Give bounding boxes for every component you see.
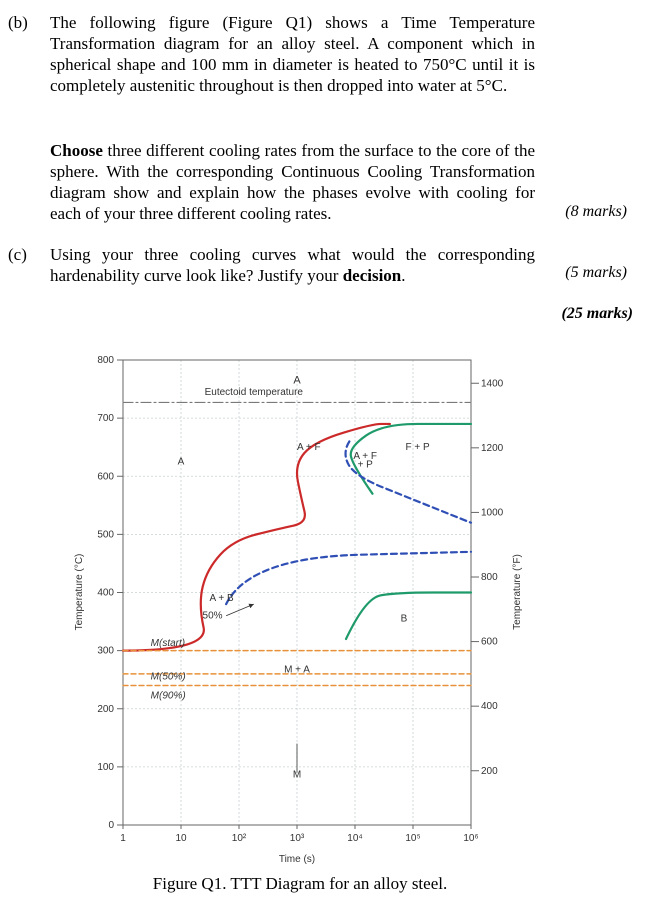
series-line-5 [346,593,471,640]
x-tick-label: 10 [175,833,187,844]
label-50pct: 50% [202,610,223,622]
x-tick-label: 10² [231,833,247,844]
series-line-4 [226,552,471,604]
label-a-mid: A [177,456,185,468]
question-c-text-pre: Using your three cooling curves what would the corresponding hardenability curve look like? Justify your [50,245,535,285]
y-tick-label: 600 [97,471,114,483]
x-tick-label: 1 [120,833,126,844]
label-afp-2: + P [357,459,373,471]
question-b-marks: (8 marks) [565,203,627,220]
x-tick-label: 10⁴ [347,833,363,844]
question-c-label: (c) [8,245,27,264]
series-line-1 [123,424,390,651]
x-axis-label: Time (s) [278,854,316,865]
y-tick-label: 100 [97,761,114,773]
y-right-tick-label: 1400 [481,378,504,390]
label-fp: F + P [405,442,430,454]
y-right-tick-label: 800 [481,572,498,583]
x-tick-label: 10⁶ [463,833,479,844]
y-right-tick-label: 600 [481,636,498,648]
x-tick-label: 10⁵ [405,833,421,844]
label-eutectoid: Eutectoid temperature [204,386,304,398]
question-c-text-post: . [401,266,406,285]
y-right-tick-label: 200 [481,765,498,777]
chart-grid [117,360,479,829]
pointer-50pct [226,604,254,616]
x-tick-label: 10³ [289,833,305,844]
y-tick-label: 800 [97,355,114,366]
label-afp-1: A + F [353,450,378,462]
y-right-tick-label: 1200 [481,442,504,454]
y-right-tick-label: 1000 [481,507,504,519]
y-tick-label: 500 [97,529,114,541]
label-af: A + F [297,442,321,454]
ttt-diagram [0,340,647,880]
y-tick-label: 400 [97,587,114,599]
question-c-text [50,244,535,286]
y-tick-label: 300 [97,645,114,657]
question-b-task [50,140,535,224]
question-b-label: (b) [8,13,28,32]
y-axis-label-right: Temperature (°F) [512,554,523,630]
question-c-marks: (5 marks) [565,264,627,281]
y-tick-label: 200 [97,703,114,715]
label-m90: M(90%) [150,690,186,702]
label-m-start: M(start) [150,637,186,649]
y-tick-label: 700 [97,413,114,425]
question-b-task-text: three different cooling rates from the surface to the core of the sphere. With the corresponding Continuous Cooling Transformation diagram show and explain how the phases evolve with cooling for each of your three different cooling rates. [50,141,535,223]
label-ab: A + B [209,593,234,605]
decision-word: decision [342,266,402,285]
figure-caption: Figure Q1. TTT Diagram for an alloy steel. [152,874,448,893]
choose-word: Choose [50,141,103,160]
y-tick-label: 0 [108,820,114,831]
label-m50: M(50%) [150,671,186,683]
label-ma: M + A [284,664,310,676]
question-b-text: The following figure (Figure Q1) shows a Time Temperature Transformation diagram for an alloy steel. A component which in spherical shape and 100 mm in diameter is heated to 750°C until it is completely austenitic throughout is then dropped into water at 5°C. [50,13,535,95]
y-right-tick-label: 400 [481,701,498,713]
label-a-top: A [293,374,301,387]
label-m: M [292,769,302,781]
total-marks: (25 marks) [561,305,633,322]
chart-labels [74,355,523,865]
y-axis-label-left: Temperature (°C) [74,553,85,631]
label-b: B [400,613,408,625]
